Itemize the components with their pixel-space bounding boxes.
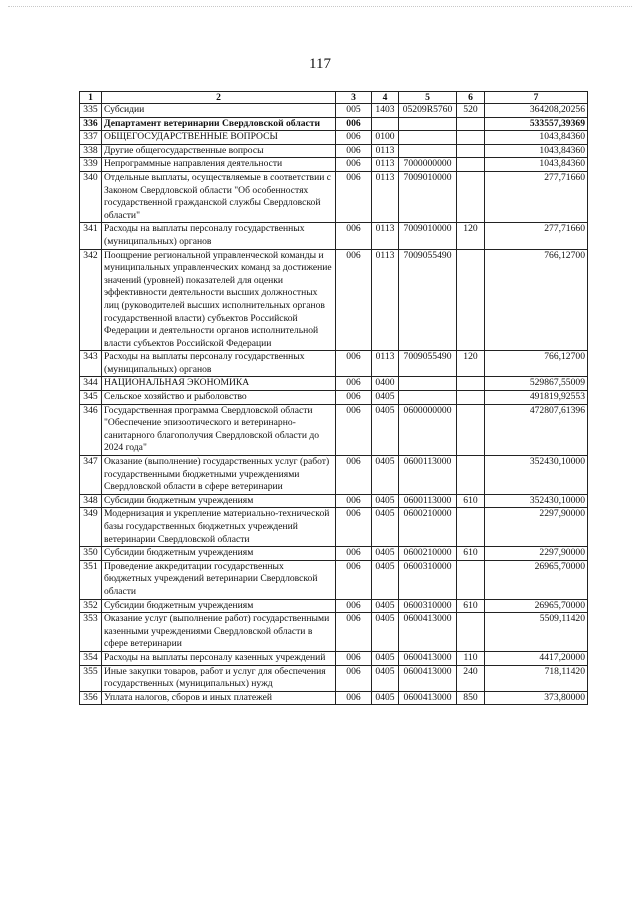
row-target-code: 0600113000 (399, 456, 457, 495)
row-number: 341 (80, 223, 102, 249)
row-name: Оказание услуг (выполнение работ) государственными казенными учреждениями Свердловской области в сфере ветеринарии (102, 613, 336, 652)
row-ministry-code: 006 (336, 404, 372, 455)
row-number: 344 (80, 377, 102, 391)
table-row (80, 691, 588, 705)
row-name: Субсидии (102, 104, 336, 118)
top-divider (8, 6, 632, 7)
row-section-code: 0405 (372, 691, 399, 705)
table-row (80, 351, 588, 377)
row-target-code (399, 377, 457, 391)
row-section-code: 0405 (372, 665, 399, 691)
row-name: Оказание (выполнение) государственных услуг (работ) государственными бюджетными учреждениями Свердловской области в сфере ветеринарии (102, 456, 336, 495)
row-number: 339 (80, 158, 102, 172)
header-col-5: 5 (399, 92, 457, 104)
row-expense-type: 520 (457, 104, 485, 118)
row-ministry-code: 005 (336, 104, 372, 118)
table-row (80, 560, 588, 599)
row-ministry-code: 006 (336, 560, 372, 599)
table-row (80, 404, 588, 455)
header-col-1: 1 (80, 92, 102, 104)
row-expense-type (457, 404, 485, 455)
row-name: Поощрение региональной управленческой команды и муниципальных управленческих команд за достижение значений (уровней) показателей для оценки эффективности деятельности высших должностных лиц (руководителей высших исполнительных органов государственной власти) субъектов Российской Федерации и деятельности органов исполнительной власти субъектов Российской Федерации (102, 249, 336, 351)
budget-table (79, 91, 588, 705)
row-target-code: 0600210000 (399, 547, 457, 561)
table-row (80, 377, 588, 391)
row-number: 335 (80, 104, 102, 118)
row-number: 336 (80, 117, 102, 131)
row-amount: 5509,11420 (485, 613, 588, 652)
row-amount: 2297,90000 (485, 508, 588, 547)
row-section-code (372, 117, 399, 131)
row-name: Расходы на выплаты персоналу казенных учреждений (102, 651, 336, 665)
row-expense-type (457, 508, 485, 547)
row-section-code: 0405 (372, 547, 399, 561)
row-amount: 277,71660 (485, 171, 588, 222)
row-target-code: 0600000000 (399, 404, 457, 455)
table-row (80, 104, 588, 118)
row-section-code: 0405 (372, 494, 399, 508)
row-expense-type (457, 171, 485, 222)
row-target-code: 0600413000 (399, 651, 457, 665)
row-name: Сельское хозяйство и рыболовство (102, 391, 336, 405)
row-section-code: 0405 (372, 560, 399, 599)
row-target-code: 0600413000 (399, 665, 457, 691)
row-number: 347 (80, 456, 102, 495)
row-number: 355 (80, 665, 102, 691)
row-section-code: 0113 (372, 158, 399, 172)
row-amount: 533557,39369 (485, 117, 588, 131)
row-section-code: 0405 (372, 613, 399, 652)
row-target-code (399, 131, 457, 145)
row-target-code: 7009055490 (399, 351, 457, 377)
row-name: Департамент ветеринарии Свердловской области (102, 117, 336, 131)
row-target-code: 7009010000 (399, 171, 457, 222)
table-row (80, 249, 588, 351)
row-expense-type (457, 456, 485, 495)
row-amount: 1043,84360 (485, 131, 588, 145)
row-expense-type: 610 (457, 494, 485, 508)
row-target-code (399, 144, 457, 158)
row-ministry-code: 006 (336, 351, 372, 377)
row-ministry-code: 006 (336, 249, 372, 351)
row-amount: 373,80000 (485, 691, 588, 705)
row-ministry-code: 006 (336, 547, 372, 561)
row-expense-type: 120 (457, 223, 485, 249)
row-number: 348 (80, 494, 102, 508)
row-expense-type (457, 144, 485, 158)
row-name: Государственная программа Свердловской области "Обеспечение эпизоотического и ветеринарно-санитарного благополучия Свердловской области до 2024 года" (102, 404, 336, 455)
row-amount: 352430,10000 (485, 456, 588, 495)
row-target-code: 7000000000 (399, 158, 457, 172)
row-section-code: 0405 (372, 599, 399, 613)
row-name: Отдельные выплаты, осуществляемые в соответствии с Законом Свердловской области "Об особенностях государственной гражданской службы Свердловской области" (102, 171, 336, 222)
row-section-code: 0405 (372, 391, 399, 405)
row-expense-type (457, 131, 485, 145)
row-target-code: 7009010000 (399, 223, 457, 249)
row-section-code: 0405 (372, 456, 399, 495)
row-name: Расходы на выплаты персоналу государственных (муниципальных) органов (102, 351, 336, 377)
row-target-code: 0600413000 (399, 613, 457, 652)
table-header-row (80, 92, 588, 104)
header-col-6: 6 (457, 92, 485, 104)
row-number: 349 (80, 508, 102, 547)
table-row (80, 508, 588, 547)
table-row (80, 223, 588, 249)
table-row (80, 456, 588, 495)
row-section-code: 0113 (372, 223, 399, 249)
row-amount: 529867,55009 (485, 377, 588, 391)
table-row (80, 599, 588, 613)
row-amount: 352430,10000 (485, 494, 588, 508)
row-amount: 766,12700 (485, 249, 588, 351)
table-row (80, 158, 588, 172)
row-target-code: 0600113000 (399, 494, 457, 508)
table-row (80, 131, 588, 145)
row-ministry-code: 006 (336, 158, 372, 172)
row-expense-type: 850 (457, 691, 485, 705)
row-name: Проведение аккредитации государственных бюджетных учреждений ветеринарии Свердловской области (102, 560, 336, 599)
row-name: Модернизация и укрепление материально-технической базы государственных бюджетных учреждений ветеринарии Свердловской области (102, 508, 336, 547)
row-name: НАЦИОНАЛЬНАЯ ЭКОНОМИКА (102, 377, 336, 391)
table-row (80, 651, 588, 665)
row-amount: 491819,92553 (485, 391, 588, 405)
row-name: Непрограммные направления деятельности (102, 158, 336, 172)
row-number: 345 (80, 391, 102, 405)
row-section-code: 0100 (372, 131, 399, 145)
row-expense-type (457, 613, 485, 652)
row-ministry-code: 006 (336, 223, 372, 249)
row-section-code: 0113 (372, 249, 399, 351)
row-ministry-code: 006 (336, 171, 372, 222)
table-row (80, 613, 588, 652)
row-section-code: 0113 (372, 351, 399, 377)
row-ministry-code: 006 (336, 117, 372, 131)
row-ministry-code: 006 (336, 613, 372, 652)
header-col-7: 7 (485, 92, 588, 104)
row-amount: 364208,20256 (485, 104, 588, 118)
table-row (80, 494, 588, 508)
row-ministry-code: 006 (336, 144, 372, 158)
header-col-3: 3 (336, 92, 372, 104)
row-number: 352 (80, 599, 102, 613)
row-amount: 4417,20000 (485, 651, 588, 665)
table-row (80, 547, 588, 561)
row-number: 346 (80, 404, 102, 455)
row-expense-type (457, 249, 485, 351)
row-number: 350 (80, 547, 102, 561)
row-name: Другие общегосударственные вопросы (102, 144, 336, 158)
row-name: Субсидии бюджетным учреждениям (102, 599, 336, 613)
row-amount: 1043,84360 (485, 158, 588, 172)
row-expense-type: 110 (457, 651, 485, 665)
row-ministry-code: 006 (336, 651, 372, 665)
row-amount: 472807,61396 (485, 404, 588, 455)
row-expense-type (457, 377, 485, 391)
header-col-4: 4 (372, 92, 399, 104)
row-target-code (399, 117, 457, 131)
row-expense-type: 120 (457, 351, 485, 377)
row-amount: 26965,70000 (485, 560, 588, 599)
row-expense-type (457, 158, 485, 172)
row-ministry-code: 006 (336, 377, 372, 391)
row-expense-type (457, 117, 485, 131)
table-row (80, 391, 588, 405)
row-amount: 766,12700 (485, 351, 588, 377)
row-section-code: 0405 (372, 404, 399, 455)
row-number: 354 (80, 651, 102, 665)
row-amount: 1043,84360 (485, 144, 588, 158)
table-row (80, 171, 588, 222)
row-section-code: 0113 (372, 144, 399, 158)
row-name: Субсидии бюджетным учреждениям (102, 547, 336, 561)
row-expense-type: 610 (457, 599, 485, 613)
row-ministry-code: 006 (336, 456, 372, 495)
row-name: Иные закупки товаров, работ и услуг для обеспечения государственных (муниципальных) нужд (102, 665, 336, 691)
row-section-code: 0405 (372, 508, 399, 547)
page-number: 117 (309, 56, 331, 72)
row-target-code: 7009055490 (399, 249, 457, 351)
row-target-code: 0600413000 (399, 691, 457, 705)
row-amount: 26965,70000 (485, 599, 588, 613)
row-ministry-code: 006 (336, 665, 372, 691)
row-number: 356 (80, 691, 102, 705)
row-number: 343 (80, 351, 102, 377)
table-row (80, 144, 588, 158)
row-name: Уплата налогов, сборов и иных платежей (102, 691, 336, 705)
row-expense-type (457, 560, 485, 599)
row-section-code: 1403 (372, 104, 399, 118)
row-amount: 718,11420 (485, 665, 588, 691)
table-row (80, 117, 588, 131)
row-number: 342 (80, 249, 102, 351)
row-expense-type: 610 (457, 547, 485, 561)
row-ministry-code: 006 (336, 131, 372, 145)
row-name: Расходы на выплаты персоналу государственных (муниципальных) органов (102, 223, 336, 249)
row-expense-type (457, 391, 485, 405)
row-amount: 2297,90000 (485, 547, 588, 561)
row-name: ОБЩЕГОСУДАРСТВЕННЫЕ ВОПРОСЫ (102, 131, 336, 145)
row-ministry-code: 006 (336, 599, 372, 613)
row-amount: 277,71660 (485, 223, 588, 249)
row-ministry-code: 006 (336, 391, 372, 405)
row-target-code: 0600210000 (399, 508, 457, 547)
row-target-code: 05209R5760 (399, 104, 457, 118)
row-number: 340 (80, 171, 102, 222)
row-ministry-code: 006 (336, 494, 372, 508)
row-target-code: 0600310000 (399, 599, 457, 613)
row-name: Субсидии бюджетным учреждениям (102, 494, 336, 508)
row-expense-type: 240 (457, 665, 485, 691)
row-ministry-code: 006 (336, 508, 372, 547)
row-number: 337 (80, 131, 102, 145)
row-number: 353 (80, 613, 102, 652)
row-section-code: 0400 (372, 377, 399, 391)
row-ministry-code: 006 (336, 691, 372, 705)
header-col-2: 2 (102, 92, 336, 104)
row-target-code (399, 391, 457, 405)
row-section-code: 0405 (372, 651, 399, 665)
row-number: 338 (80, 144, 102, 158)
table-row (80, 665, 588, 691)
row-target-code: 0600310000 (399, 560, 457, 599)
row-section-code: 0113 (372, 171, 399, 222)
row-number: 351 (80, 560, 102, 599)
